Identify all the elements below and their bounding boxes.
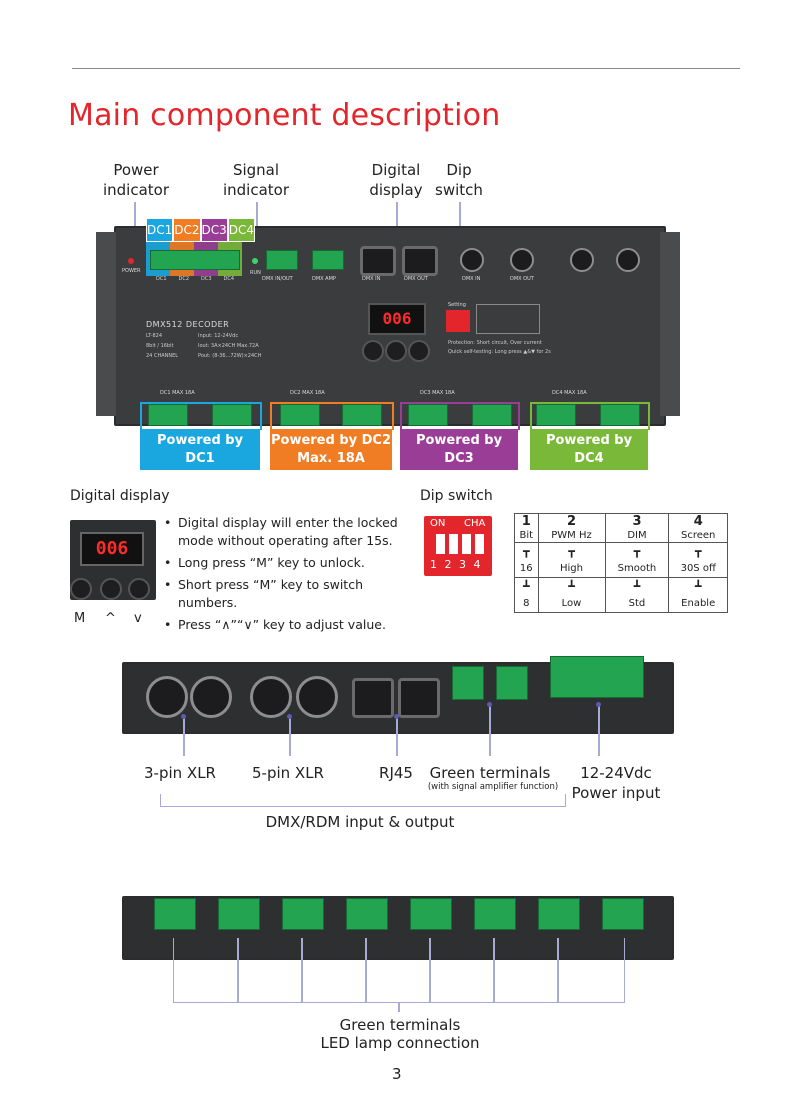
dc-tab: DC2: [173, 218, 200, 242]
callout-power-indicator: Power indicator: [102, 161, 170, 199]
powered-by-line2: Max. 18A: [166, 469, 234, 484]
model-name: DMX512 DECODER: [146, 320, 230, 329]
spec-input: Input: 12-24Vdc: [198, 333, 239, 339]
run-led-label: RUN: [250, 270, 261, 276]
callout-line: [429, 938, 431, 1002]
callout-dot: [487, 702, 492, 707]
dip-down-value: Std: [605, 595, 669, 613]
xlr5-out-port: [296, 676, 338, 718]
switch-down-icon: ┻: [515, 578, 539, 596]
dc-pin-labels: [150, 276, 240, 282]
dc-pin-label: DC1: [155, 276, 167, 282]
led-terminal: [154, 898, 196, 930]
callout-line: [183, 716, 185, 756]
label-5pin-xlr: 5-pin XLR: [252, 764, 324, 782]
xlr-port: [616, 248, 640, 272]
callout-signal-indicator: Signal indicator: [222, 161, 290, 199]
key-label-down: v: [134, 611, 142, 626]
key-label-m: M: [74, 611, 86, 626]
xlr3-in-port: [146, 676, 188, 718]
power-input-terminal: [550, 656, 644, 698]
rj45-out-port: [398, 678, 440, 718]
powered-by-dc4: [530, 429, 648, 484]
rj45-port: [360, 246, 396, 276]
powered-by-line1: Powered by DC4: [545, 433, 633, 466]
powered-by-line1: Powered by DC3: [415, 433, 503, 466]
model-number: LT-824: [146, 333, 163, 339]
dip-up-value: 30S off: [669, 560, 728, 578]
device-display: 006: [368, 303, 426, 335]
powered-by-line1: Powered by DC1: [156, 433, 244, 466]
switch-up-icon: ┳: [605, 543, 669, 561]
callout-line: [237, 938, 239, 1002]
run-led: [252, 258, 258, 264]
switch-up-icon: ┳: [538, 543, 605, 561]
rj45-out-label: DMX OUT: [404, 276, 428, 282]
callout-line: [557, 938, 559, 1002]
xlr3-out-port: [190, 676, 232, 718]
label-led-terminals-2: LED lamp connection: [320, 1034, 480, 1052]
dip-levers: [436, 534, 484, 554]
callout-line: [289, 716, 291, 756]
callout-dot: [181, 714, 186, 719]
bullet-item: • Long press “M” key to unlock.: [164, 555, 365, 570]
callout-line: [365, 938, 367, 1002]
led-terminal: [474, 898, 516, 930]
power-led-label: POWER: [122, 268, 141, 274]
dmx-amp-terminal: [312, 250, 344, 270]
signal-terminal: [452, 666, 484, 700]
label-dmx-group: DMX/RDM input & output: [265, 813, 455, 831]
dmx-group-bracket: [160, 794, 566, 807]
bullet-item: • Press “∧”“∨” key to adjust value.: [164, 617, 386, 632]
label-green-note: (with signal amplifier function): [427, 782, 559, 792]
signal-terminal: [496, 666, 528, 700]
switch-down-icon: ┻: [538, 578, 605, 596]
key-down[interactable]: [128, 578, 150, 600]
key-m[interactable]: [70, 578, 92, 600]
xlr-port: [570, 248, 594, 272]
dc3-outline: [400, 402, 520, 430]
powered-by-dc2: [270, 429, 392, 470]
key-up[interactable]: [100, 578, 122, 600]
bullet-item: • Digital display will enter the locked mode without operating after 15s.: [164, 515, 398, 548]
device-dip-switch[interactable]: [446, 310, 470, 332]
callout-dot: [596, 702, 601, 707]
dip-numbers: 1 2 3 4: [430, 558, 483, 571]
dc4-outline: [530, 402, 650, 430]
rj45-in-port: [352, 678, 394, 718]
led-terminal: [602, 898, 644, 930]
dip-lever[interactable]: [475, 534, 484, 554]
dip-header: Screen: [669, 529, 728, 543]
dip-down-value: 8: [515, 595, 539, 613]
callout-dot: [287, 714, 292, 719]
callout-line: [489, 704, 491, 756]
led-terminal: [538, 898, 580, 930]
bit-line: 8bit / 16bit: [146, 343, 174, 349]
dip-switch-heading: Dip switch: [420, 488, 493, 504]
powered-by-line2: Max. 18A: [425, 469, 493, 484]
callout-line: [493, 938, 495, 1002]
mount-ear-left: [96, 232, 116, 416]
spec-pout: Pout: (8-36...72W)×24CH: [198, 353, 262, 359]
device-key-m[interactable]: [362, 340, 384, 362]
powered-by-line1: Powered by DC2: [270, 433, 392, 448]
dip-lever[interactable]: [449, 534, 458, 554]
led-terminal: [410, 898, 452, 930]
dip-table: [514, 513, 728, 613]
dc1-outline: [140, 402, 262, 430]
dip-lever[interactable]: [436, 534, 445, 554]
label-power-input: 12-24Vdc Power input: [571, 764, 661, 802]
label-green-terminals: Green terminals: [429, 764, 551, 782]
dip-num: 3: [605, 514, 669, 530]
dc-tab: DC3: [201, 218, 228, 242]
rj45-in-label: DMX IN: [362, 276, 381, 282]
callout-line: [396, 716, 398, 756]
callout-line: [398, 1002, 400, 1012]
dc-group-label: DC1 MAX 18A: [160, 390, 195, 396]
callout-digital-display: Digital display: [369, 161, 423, 199]
dip-num: 1: [515, 514, 539, 530]
led-terminal: [282, 898, 324, 930]
setting-label: Setting: [448, 302, 466, 308]
mount-ear-right: [660, 232, 680, 416]
xlr-port: [460, 248, 484, 272]
channel-line: 24 CHANNEL: [146, 353, 179, 359]
dip-header: PWM Hz: [538, 529, 605, 543]
label-led-terminals-1: Green terminals: [339, 1016, 461, 1034]
dc-group-label: DC4 MAX 18A: [552, 390, 587, 396]
key-label-up: ^: [105, 611, 116, 626]
callout-dot: [394, 714, 399, 719]
label-3pin-xlr: 3-pin XLR: [144, 764, 216, 782]
dc-pin-label: DC4: [223, 276, 235, 282]
dip-lever[interactable]: [462, 534, 471, 554]
dip-num: 4: [669, 514, 728, 530]
dc-tab: DC4: [228, 218, 255, 242]
switch-down-icon: ┻: [669, 578, 728, 596]
powered-by-dc3: [400, 429, 518, 484]
dmx-amp-label: DMX AMP: [312, 276, 336, 282]
powered-by-line2: Max. 18A: [555, 469, 623, 484]
dc-tabs: [146, 218, 255, 242]
display-closeup-screen: 006: [80, 532, 144, 566]
callout-line: [598, 704, 600, 756]
dc2-outline: [270, 402, 394, 430]
switch-up-icon: ┳: [669, 543, 728, 561]
page-title: Main component description: [68, 98, 501, 133]
callout-line: [301, 938, 303, 1002]
dc-input-terminal: [150, 250, 240, 270]
label-rj45: RJ45: [379, 764, 413, 782]
device-dip-table: [476, 304, 540, 334]
dmx-inout-terminal: [266, 250, 298, 270]
dip-up-value: 16: [515, 560, 539, 578]
led-terminal: [346, 898, 388, 930]
page-number: 3: [392, 1065, 402, 1083]
rj45-port: [402, 246, 438, 276]
dip-up-value: Smooth: [605, 560, 669, 578]
dip-on-label: ON: [430, 518, 446, 529]
callout-line: [134, 202, 136, 228]
quick-test-text: Quick self-testing: Long press ▲&▼ for 2s: [448, 349, 551, 355]
dc-group-label: DC3 MAX 18A: [420, 390, 455, 396]
switch-down-icon: ┻: [605, 578, 669, 596]
dmx-inout-label: DMX IN/OUT: [262, 276, 293, 282]
switch-up-icon: ┳: [515, 543, 539, 561]
powered-by-dc1: [140, 429, 260, 484]
dip-down-value: Low: [538, 595, 605, 613]
digital-display-bullets: [164, 514, 414, 634]
spec-iout: Iout: 3A×24CH Max.72A: [198, 343, 259, 349]
dip-num: 2: [538, 514, 605, 530]
callout-dip-switch: Dip switch: [435, 161, 483, 199]
dc-pin-label: DC3: [200, 276, 212, 282]
powered-by-line2: Max. 18A: [297, 451, 365, 466]
dip-cha-label: CHA: [464, 518, 486, 529]
power-led: [128, 258, 134, 264]
device-key-up[interactable]: [385, 340, 407, 362]
bullet-item: • Short press “M” key to switch numbers.: [164, 577, 363, 610]
xlr-in-label: DMX IN: [462, 276, 481, 282]
xlr-port: [510, 248, 534, 272]
top-rule: [72, 68, 740, 69]
dip-header: DIM: [605, 529, 669, 543]
xlr-out-label: DMX OUT: [510, 276, 534, 282]
dc-tab: DC1: [146, 218, 173, 242]
dc-pin-label: DC2: [178, 276, 190, 282]
dc-group-label: DC2 MAX 18A: [290, 390, 325, 396]
xlr5-in-port: [250, 676, 292, 718]
device-key-down[interactable]: [408, 340, 430, 362]
led-terminal: [218, 898, 260, 930]
digital-display-heading: Digital display: [70, 488, 170, 504]
dip-up-value: High: [538, 560, 605, 578]
dip-header: Bit: [515, 529, 539, 543]
dip-down-value: Enable: [669, 595, 728, 613]
protection-text: Protection: Short circuit, Over current: [448, 340, 542, 346]
